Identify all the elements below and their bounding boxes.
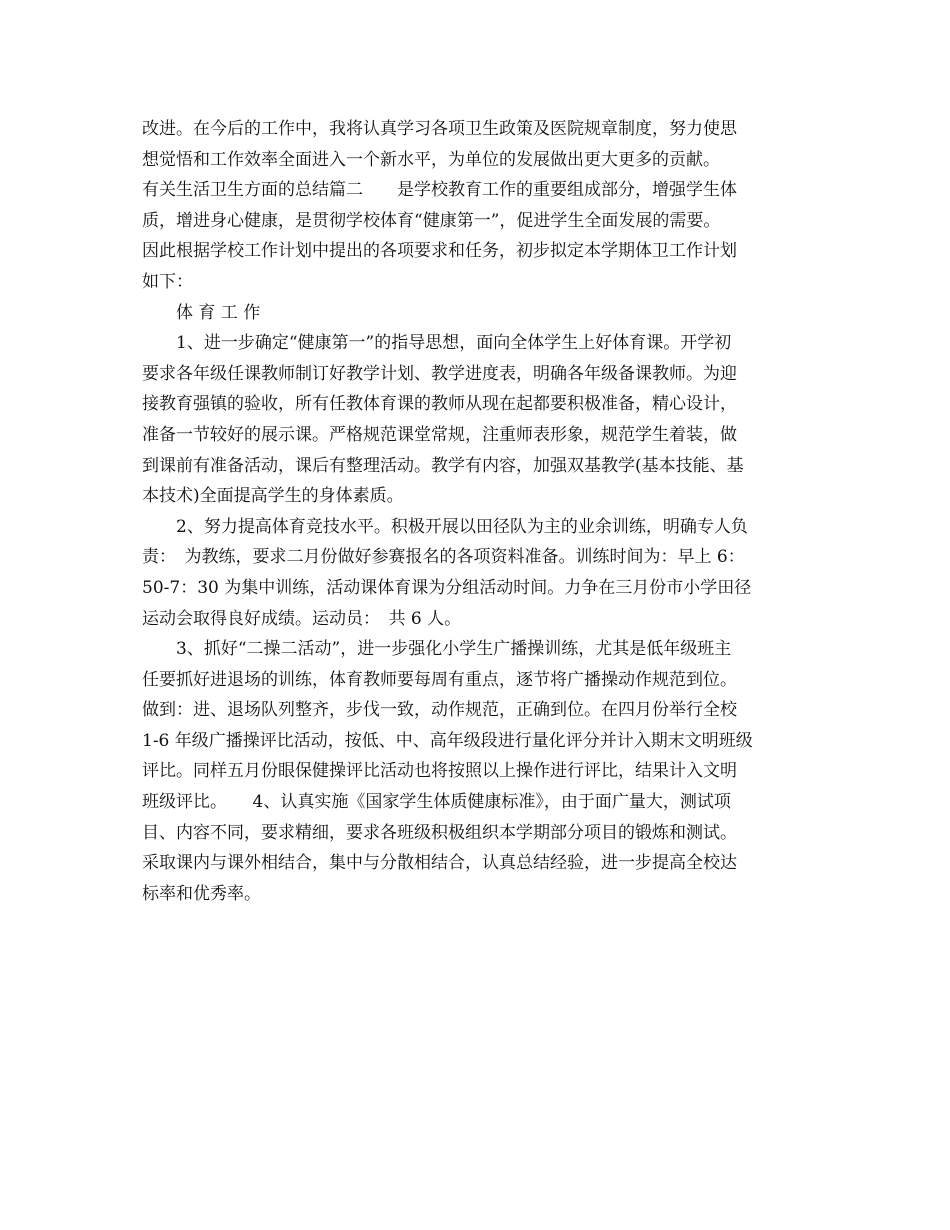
text-line: 如下： [142, 271, 193, 292]
text-line: 本技术)全面提高学生的身体素质。 [142, 486, 404, 507]
text-line: 50-7：30 为集中训练，活动课体育课为分组活动时间。力争在三月份市小学田径 [142, 577, 752, 598]
text-line: 责： 为教练，要求二月份做好参赛报名的各项资料准备。训练时间为：早上 6： [142, 547, 745, 568]
text-line: 运动会取得良好成绩。运动员： 共 6 人。 [142, 608, 462, 629]
text-line: 目、内容不同，要求精细，要求各班级积极组织本学期部分项目的锻炼和测试。 [142, 822, 737, 843]
text-line: 1-6 年级广播操评比活动，按低、中、高年级段进行量化评分并计入期末文明班级 [142, 730, 753, 751]
text-line: 因此根据学校工作计划中提出的各项要求和任务，初步拟定本学期体卫工作计划 [142, 241, 737, 262]
text-line: 2、努力提高体育竞技水平。积极开展以田径队为主的业余训练，明确专人负 [176, 516, 748, 537]
text-line: 任要抓好进退场的训练，体育教师要每周有重点，逐节将广播操动作规范到位。 [142, 669, 737, 690]
text-line: 要求各年级任课教师制订好教学计划、教学进度表，明确各年级备课教师。为迎 [142, 363, 737, 384]
text-line: 到课前有准备活动，课后有整理活动。教学有内容，加强双基教学(基本技能、基 [142, 455, 744, 476]
text-line: 做到：进、退场队列整齐，步伐一致，动作规范，正确到位。在四月份举行全校 [142, 700, 737, 721]
text-line: 想觉悟和工作效率全面进入一个新水平，为单位的发展做出更大更多的贡献。 [142, 149, 720, 170]
text-line: 接教育强镇的验收，所有任教体育课的教师从现在起都要积极准备，精心设计， [142, 394, 737, 415]
document-body [142, 114, 822, 909]
text-line: 3、抓好“二操二活动”，进一步强化小学生广播操训练，尤其是低年级班主 [176, 639, 732, 660]
text-line: 准备一节较好的展示课。严格规范课堂常规，注重师表形象，规范学生着装，做 [142, 424, 737, 445]
text-line: 质，增进身心健康，是贯彻学校体育“健康第一”，促进学生全面发展的需要。 [142, 210, 721, 231]
text-line: 标率和优秀率。 [142, 883, 261, 904]
text-line: 班级评比。 4、认真实施《国家学生体质健康标准》，由于面广量大，测试项 [142, 792, 731, 813]
text-line: 采取课内与课外相结合，集中与分散相结合，认真总结经验，进一步提高全校达 [142, 853, 737, 874]
section-heading: 体 育 工 作 [176, 302, 261, 323]
text-line: 1、进一步确定“健康第一”的指导思想，面向全体学生上好体育课。开学初 [176, 333, 732, 354]
text-line: 有关生活卫生方面的总结篇二 是学校教育工作的重要组成部分，增强学生体 [142, 180, 737, 201]
text-line: 评比。同样五月份眼保健操评比活动也将按照以上操作进行评比，结果计入文明 [142, 761, 737, 782]
text-line: 改进。在今后的工作中，我将认真学习各项卫生政策及医院规章制度，努力使思 [142, 119, 737, 139]
